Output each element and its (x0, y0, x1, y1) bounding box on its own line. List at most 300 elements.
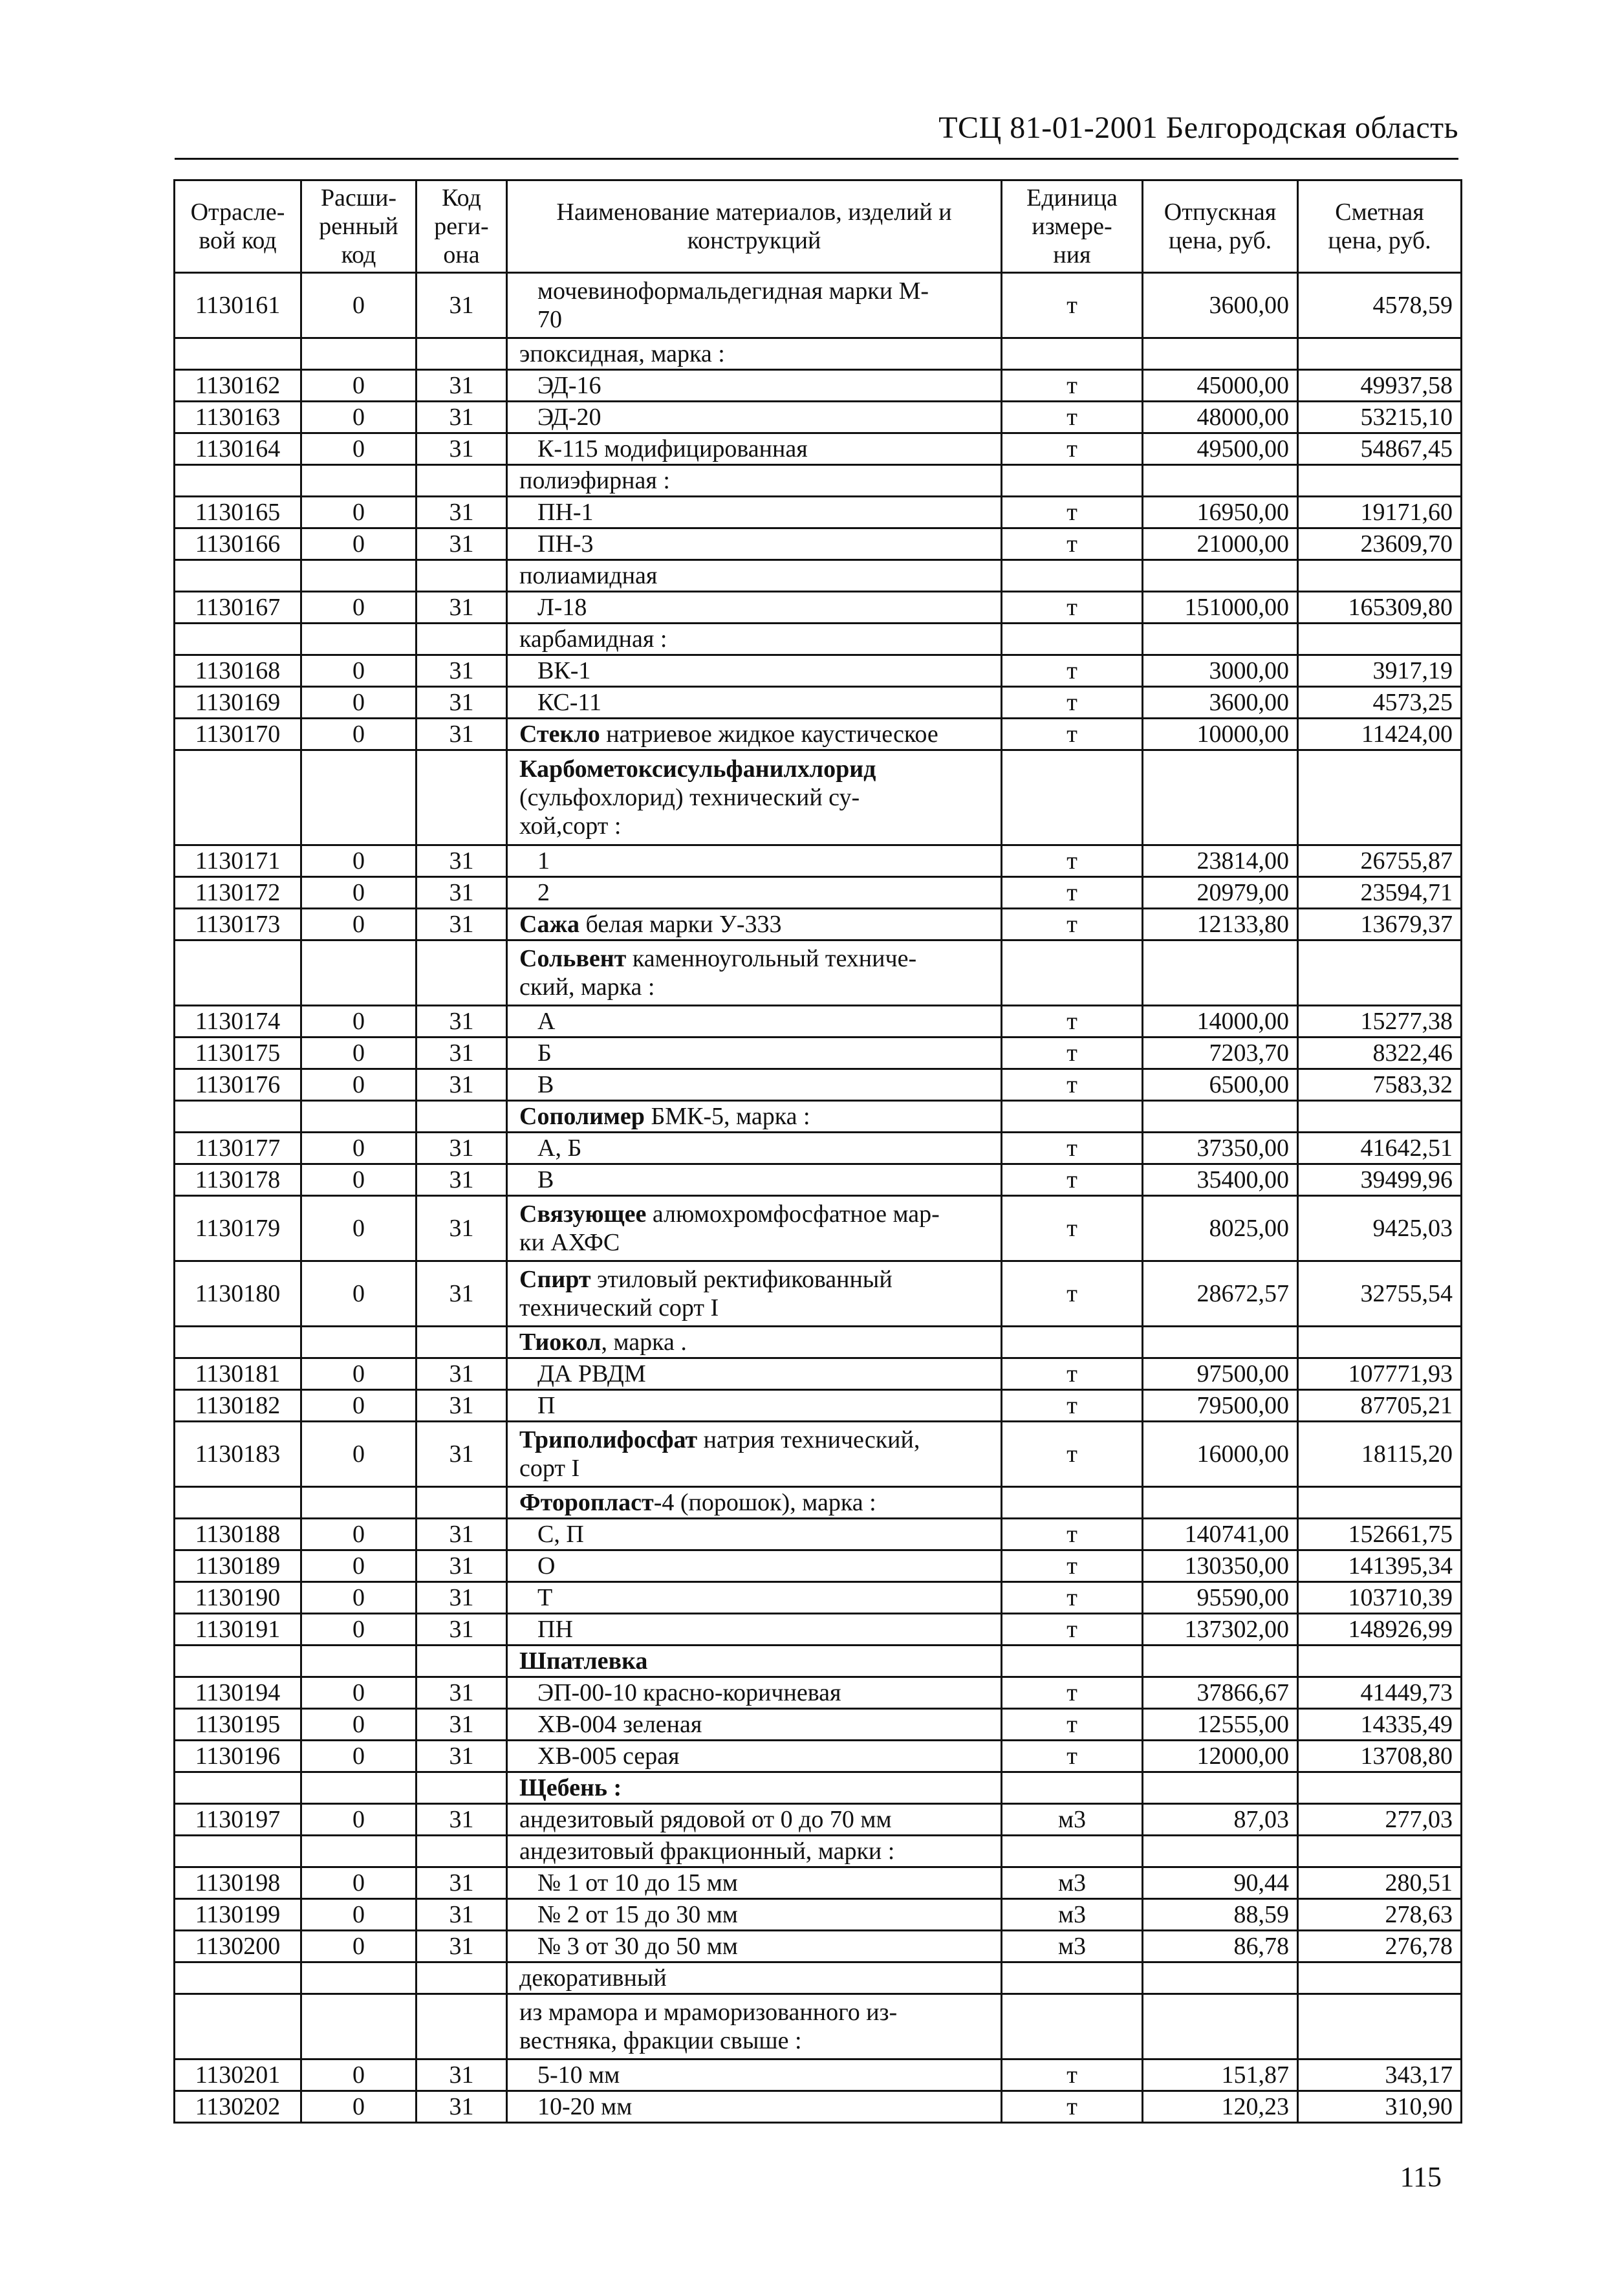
row-extended-code: 0 (301, 1358, 417, 1390)
table-row (175, 1804, 1462, 1836)
row-release-price: 87,03 (1143, 1804, 1298, 1836)
row-region-code: 31 (417, 1006, 507, 1038)
row-unit: т (1002, 1422, 1143, 1487)
row-code: 1130182 (175, 1390, 301, 1422)
row-name (507, 2091, 1002, 2123)
row-code (175, 1772, 301, 1804)
row-code: 1130196 (175, 1741, 301, 1772)
row-name-keyword: Триполифосфат (519, 1426, 698, 1453)
row-name (507, 1487, 1002, 1519)
row-extended-code: 0 (301, 719, 417, 750)
row-name (507, 592, 1002, 624)
table-row (175, 1772, 1462, 1804)
row-release-price (1143, 750, 1298, 845)
row-name (507, 560, 1002, 592)
row-unit: т (1002, 655, 1143, 687)
row-name-keyword: Стекло (519, 721, 600, 748)
table-row (175, 624, 1462, 655)
row-extended-code: 0 (301, 1614, 417, 1646)
table-row (175, 1069, 1462, 1101)
table-row (175, 750, 1462, 845)
row-name (507, 338, 1002, 370)
row-unit: т (1002, 528, 1143, 560)
row-name (507, 877, 1002, 909)
row-extended-code: 0 (301, 1196, 417, 1261)
row-release-price: 137302,00 (1143, 1614, 1298, 1646)
row-name (507, 1261, 1002, 1327)
row-name-text: ПН-3 (537, 530, 594, 558)
row-estimate-price: 4573,25 (1298, 687, 1462, 719)
row-estimate-price: 148926,99 (1298, 1614, 1462, 1646)
row-region-code: 31 (417, 655, 507, 687)
row-name-text: А (537, 1008, 556, 1035)
row-region-code (417, 1646, 507, 1677)
row-estimate-price: 141395,34 (1298, 1550, 1462, 1582)
row-name-text: эпоксидная, марка : (519, 340, 725, 367)
row-name-keyword: Сольвент (519, 945, 627, 972)
row-unit: т (1002, 1038, 1143, 1069)
row-unit: т (1002, 273, 1143, 338)
row-name (507, 655, 1002, 687)
row-name-text: андезитовый рядовой от 0 до 70 мм (519, 1806, 892, 1833)
row-release-price: 90,44 (1143, 1867, 1298, 1899)
row-unit: т (1002, 877, 1143, 909)
row-unit: м3 (1002, 1804, 1143, 1836)
row-region-code: 31 (417, 370, 507, 402)
row-name-keyword: Связующее (519, 1201, 647, 1228)
row-name-text: натрия технический, сорт I (519, 1426, 920, 1482)
row-unit: т (1002, 2091, 1143, 2123)
row-region-code: 31 (417, 1867, 507, 1899)
row-name-keyword: Спирт (519, 1266, 591, 1293)
row-extended-code (301, 1836, 417, 1867)
row-name (507, 370, 1002, 402)
row-unit: т (1002, 1133, 1143, 1164)
row-extended-code: 0 (301, 877, 417, 909)
row-extended-code: 0 (301, 2091, 417, 2123)
row-region-code: 31 (417, 1550, 507, 1582)
row-region-code: 31 (417, 1133, 507, 1164)
row-region-code: 31 (417, 877, 507, 909)
row-name (507, 1550, 1002, 1582)
row-extended-code (301, 560, 417, 592)
row-release-price: 3600,00 (1143, 687, 1298, 719)
row-unit: т (1002, 1164, 1143, 1196)
row-name (507, 1836, 1002, 1867)
table-row (175, 845, 1462, 877)
row-code: 1130165 (175, 497, 301, 528)
row-region-code: 31 (417, 1261, 507, 1327)
row-release-price: 79500,00 (1143, 1390, 1298, 1422)
row-name-text: Л-18 (537, 594, 587, 621)
row-extended-code: 0 (301, 909, 417, 940)
row-region-code (417, 338, 507, 370)
row-estimate-price: 4578,59 (1298, 273, 1462, 338)
row-release-price: 16950,00 (1143, 497, 1298, 528)
row-region-code: 31 (417, 2091, 507, 2123)
row-estimate-price: 54867,45 (1298, 433, 1462, 465)
row-code: 1130183 (175, 1422, 301, 1487)
row-code (175, 1646, 301, 1677)
row-code (175, 1962, 301, 1994)
row-name-text: БМК-5, марка : (644, 1103, 810, 1130)
row-extended-code: 0 (301, 1804, 417, 1836)
header-code: Отрасле- вой код (175, 180, 301, 273)
row-code (175, 560, 301, 592)
row-name-text: карбамидная : (519, 625, 667, 653)
row-estimate-price: 11424,00 (1298, 719, 1462, 750)
row-code (175, 750, 301, 845)
document-header: ТСЦ 81-01-2001 Белгородская область (938, 111, 1458, 145)
row-extended-code: 0 (301, 1133, 417, 1164)
row-estimate-price: 7583,32 (1298, 1069, 1462, 1101)
row-code: 1130174 (175, 1006, 301, 1038)
row-extended-code: 0 (301, 1422, 417, 1487)
row-estimate-price: 9425,03 (1298, 1196, 1462, 1261)
row-name (507, 1006, 1002, 1038)
row-name (507, 1677, 1002, 1709)
row-estimate-price: 278,63 (1298, 1899, 1462, 1931)
row-name-text: ПН-1 (537, 499, 594, 526)
row-name-keyword: Сажа (519, 911, 579, 938)
row-release-price: 28672,57 (1143, 1261, 1298, 1327)
row-name-text: полиэфирная : (519, 467, 670, 494)
table-row (175, 687, 1462, 719)
row-extended-code: 0 (301, 1069, 417, 1101)
table-row (175, 273, 1462, 338)
price-table (173, 179, 1462, 2124)
row-release-price: 97500,00 (1143, 1358, 1298, 1390)
row-extended-code: 0 (301, 1550, 417, 1582)
row-name-text: Т (537, 1584, 553, 1611)
row-estimate-price (1298, 940, 1462, 1006)
row-estimate-price: 103710,39 (1298, 1582, 1462, 1614)
row-estimate-price: 18115,20 (1298, 1422, 1462, 1487)
row-region-code: 31 (417, 687, 507, 719)
row-estimate-price (1298, 1327, 1462, 1358)
row-code: 1130177 (175, 1133, 301, 1164)
row-extended-code: 0 (301, 1582, 417, 1614)
row-region-code: 31 (417, 1164, 507, 1196)
row-release-price: 16000,00 (1143, 1422, 1298, 1487)
row-code: 1130181 (175, 1358, 301, 1390)
row-name (507, 1038, 1002, 1069)
row-name-keyword: Фторопласт (519, 1489, 654, 1516)
row-code: 1130171 (175, 845, 301, 877)
row-region-code: 31 (417, 1519, 507, 1550)
row-code: 1130176 (175, 1069, 301, 1101)
row-region-code: 31 (417, 1582, 507, 1614)
row-estimate-price: 277,03 (1298, 1804, 1462, 1836)
row-region-code (417, 1994, 507, 2059)
row-region-code: 31 (417, 1709, 507, 1741)
row-extended-code: 0 (301, 1006, 417, 1038)
row-extended-code (301, 1772, 417, 1804)
row-unit: т (1002, 687, 1143, 719)
row-unit: т (1002, 1390, 1143, 1422)
row-release-price: 37866,67 (1143, 1677, 1298, 1709)
table-row (175, 1582, 1462, 1614)
row-code: 1130170 (175, 719, 301, 750)
row-release-price: 8025,00 (1143, 1196, 1298, 1261)
row-name (507, 1962, 1002, 1994)
row-extended-code: 0 (301, 2059, 417, 2091)
row-name-text: ЭД-20 (537, 404, 601, 431)
row-name (507, 1069, 1002, 1101)
row-release-price: 12133,80 (1143, 909, 1298, 940)
table-row (175, 1101, 1462, 1133)
row-unit (1002, 1772, 1143, 1804)
row-code: 1130201 (175, 2059, 301, 2091)
row-estimate-price: 13679,37 (1298, 909, 1462, 940)
row-name-keyword: Карбометоксисульфанилхлорид (519, 755, 876, 783)
row-name-text: В (537, 1071, 554, 1098)
row-code: 1130169 (175, 687, 301, 719)
row-name (507, 497, 1002, 528)
row-unit: м3 (1002, 1931, 1143, 1962)
row-release-price (1143, 1772, 1298, 1804)
row-code: 1130162 (175, 370, 301, 402)
row-extended-code: 0 (301, 1038, 417, 1069)
row-release-price (1143, 1962, 1298, 1994)
row-unit: м3 (1002, 1899, 1143, 1931)
row-estimate-price: 14335,49 (1298, 1709, 1462, 1741)
row-name-keyword: Шпатлевка (519, 1647, 648, 1675)
row-code: 1130195 (175, 1709, 301, 1741)
row-code (175, 338, 301, 370)
row-code: 1130191 (175, 1614, 301, 1646)
table-row (175, 719, 1462, 750)
row-name (507, 624, 1002, 655)
table-row (175, 1390, 1462, 1422)
row-name (507, 845, 1002, 877)
row-unit: т (1002, 433, 1143, 465)
row-extended-code: 0 (301, 845, 417, 877)
row-estimate-price: 310,90 (1298, 2091, 1462, 2123)
row-release-price (1143, 1101, 1298, 1133)
row-name (507, 465, 1002, 497)
table-row (175, 1550, 1462, 1582)
row-extended-code: 0 (301, 402, 417, 433)
row-release-price: 23814,00 (1143, 845, 1298, 877)
row-release-price: 21000,00 (1143, 528, 1298, 560)
table-row (175, 1038, 1462, 1069)
row-unit: т (1002, 370, 1143, 402)
row-unit: т (1002, 2059, 1143, 2091)
row-extended-code (301, 338, 417, 370)
row-unit: м3 (1002, 1867, 1143, 1899)
row-estimate-price: 23609,70 (1298, 528, 1462, 560)
row-unit: т (1002, 1006, 1143, 1038)
row-release-price: 95590,00 (1143, 1582, 1298, 1614)
table-row (175, 1962, 1462, 1994)
row-unit: т (1002, 1550, 1143, 1582)
row-region-code: 31 (417, 1931, 507, 1962)
row-name-text: С, П (537, 1521, 584, 1548)
row-name (507, 1101, 1002, 1133)
row-release-price: 140741,00 (1143, 1519, 1298, 1550)
row-region-code: 31 (417, 1677, 507, 1709)
row-name-text: из мрамора и мраморизованного из- вестняка, фракции свыше : (519, 1999, 898, 2054)
row-name-text: ХВ-004 зеленая (537, 1711, 702, 1738)
row-name-text: ВК-1 (537, 657, 591, 684)
row-release-price (1143, 1836, 1298, 1867)
row-name-text: натриевое жидкое каустическое (600, 721, 938, 748)
row-name (507, 940, 1002, 1006)
page-number: 115 (1400, 2161, 1442, 2193)
row-release-price (1143, 1327, 1298, 1358)
row-release-price: 37350,00 (1143, 1133, 1298, 1164)
row-unit: т (1002, 1196, 1143, 1261)
row-code (175, 1836, 301, 1867)
row-release-price: 10000,00 (1143, 719, 1298, 750)
row-region-code (417, 1327, 507, 1358)
row-name (507, 1327, 1002, 1358)
table-row (175, 1358, 1462, 1390)
row-name-text: П (537, 1392, 556, 1419)
row-unit (1002, 1646, 1143, 1677)
row-name (507, 1772, 1002, 1804)
row-release-price (1143, 338, 1298, 370)
row-unit: т (1002, 1069, 1143, 1101)
row-name (507, 273, 1002, 338)
header-extended-code: Расши- ренный код (301, 180, 417, 273)
row-extended-code: 0 (301, 1899, 417, 1931)
row-region-code (417, 560, 507, 592)
row-release-price (1143, 940, 1298, 1006)
row-name (507, 1899, 1002, 1931)
row-name-text: О (537, 1552, 556, 1580)
row-estimate-price (1298, 1646, 1462, 1677)
row-extended-code: 0 (301, 528, 417, 560)
table-row (175, 655, 1462, 687)
row-extended-code: 0 (301, 273, 417, 338)
row-estimate-price: 49937,58 (1298, 370, 1462, 402)
row-unit: т (1002, 909, 1143, 940)
row-name (507, 687, 1002, 719)
row-code (175, 1101, 301, 1133)
row-release-price: 45000,00 (1143, 370, 1298, 402)
row-name (507, 719, 1002, 750)
row-code: 1130178 (175, 1164, 301, 1196)
row-unit: т (1002, 1677, 1143, 1709)
row-unit (1002, 465, 1143, 497)
header-name: Наименование материалов, изделий и конструкций (507, 180, 1002, 273)
row-code: 1130166 (175, 528, 301, 560)
row-region-code: 31 (417, 1196, 507, 1261)
row-name (507, 1614, 1002, 1646)
row-estimate-price: 276,78 (1298, 1931, 1462, 1962)
table-row (175, 1614, 1462, 1646)
row-name-text: № 3 от 30 до 50 мм (537, 1933, 738, 1960)
row-name-text: КС-11 (537, 689, 601, 716)
row-unit: т (1002, 1741, 1143, 1772)
header-rule (175, 158, 1458, 160)
row-name-text: К-115 модифицированная (537, 435, 808, 462)
row-name-text: , марка . (601, 1329, 687, 1356)
row-unit (1002, 1487, 1143, 1519)
row-extended-code (301, 465, 417, 497)
row-unit (1002, 940, 1143, 1006)
table-row (175, 1006, 1462, 1038)
table-row (175, 1133, 1462, 1164)
row-code (175, 1327, 301, 1358)
table-row (175, 2059, 1462, 2091)
row-name-text: ЭП-00-10 красно-коричневая (537, 1679, 841, 1706)
row-name-text: этиловый ректификованный технический сорт I (519, 1266, 893, 1321)
row-code (175, 624, 301, 655)
row-estimate-price (1298, 750, 1462, 845)
row-unit (1002, 1836, 1143, 1867)
header-estimate-price: Сметная цена, руб. (1298, 180, 1462, 273)
row-extended-code: 0 (301, 592, 417, 624)
row-estimate-price: 53215,10 (1298, 402, 1462, 433)
row-region-code (417, 750, 507, 845)
row-extended-code (301, 1994, 417, 2059)
row-estimate-price: 343,17 (1298, 2059, 1462, 2091)
row-unit (1002, 750, 1143, 845)
row-extended-code (301, 1487, 417, 1519)
row-unit: т (1002, 1519, 1143, 1550)
row-name-text: ХВ-005 серая (537, 1743, 680, 1770)
row-region-code (417, 1836, 507, 1867)
row-unit (1002, 624, 1143, 655)
row-name-text: Б (537, 1039, 552, 1067)
row-release-price: 130350,00 (1143, 1550, 1298, 1582)
row-extended-code (301, 1962, 417, 1994)
row-extended-code: 0 (301, 1390, 417, 1422)
header-region-code: Код реги- она (417, 180, 507, 273)
row-name (507, 1709, 1002, 1741)
row-region-code (417, 1101, 507, 1133)
row-name (507, 1133, 1002, 1164)
row-name-text: белая марки У-333 (579, 911, 782, 938)
row-extended-code: 0 (301, 1677, 417, 1709)
row-estimate-price: 23594,71 (1298, 877, 1462, 909)
row-release-price (1143, 1646, 1298, 1677)
row-name-text: А, Б (537, 1135, 582, 1162)
row-name-text: -4 (порошок), марка : (653, 1489, 876, 1516)
row-region-code (417, 1772, 507, 1804)
row-region-code: 31 (417, 433, 507, 465)
table-row (175, 528, 1462, 560)
row-name-text: андезитовый фракционный, марки : (519, 1838, 895, 1865)
row-name (507, 1582, 1002, 1614)
row-release-price: 35400,00 (1143, 1164, 1298, 1196)
row-estimate-price (1298, 560, 1462, 592)
row-extended-code: 0 (301, 1164, 417, 1196)
row-name-text: 5-10 мм (537, 2061, 620, 2089)
table-row (175, 2091, 1462, 2123)
row-name-text: (сульфохлорид) технический су- хой,сорт : (519, 784, 860, 840)
row-code: 1130194 (175, 1677, 301, 1709)
row-extended-code (301, 750, 417, 845)
row-name (507, 909, 1002, 940)
table-row (175, 465, 1462, 497)
row-release-price: 86,78 (1143, 1931, 1298, 1962)
row-name-text: ПН (537, 1616, 573, 1643)
row-unit: т (1002, 1709, 1143, 1741)
table-row (175, 909, 1462, 940)
row-code: 1130163 (175, 402, 301, 433)
row-estimate-price: 32755,54 (1298, 1261, 1462, 1327)
row-estimate-price (1298, 1487, 1462, 1519)
row-extended-code (301, 1646, 417, 1677)
row-estimate-price: 41449,73 (1298, 1677, 1462, 1709)
row-name-text: алюмохромфосфатное мар- ки АХФС (519, 1201, 940, 1256)
header-release-price: Отпускная цена, руб. (1143, 180, 1298, 273)
row-estimate-price: 19171,60 (1298, 497, 1462, 528)
